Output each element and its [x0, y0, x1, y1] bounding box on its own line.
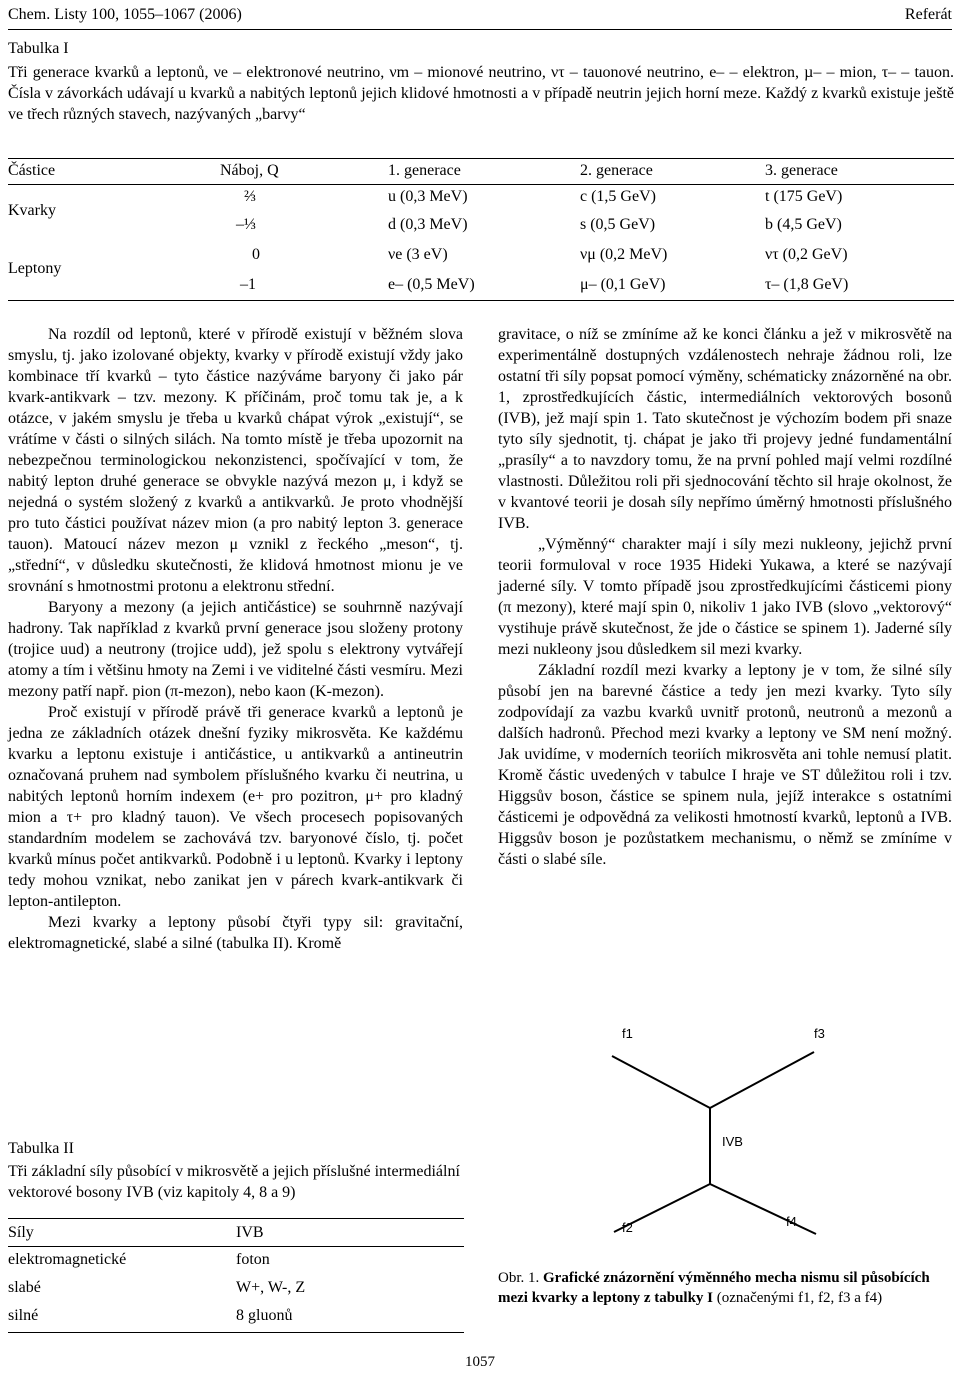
fermion-line-f1: [612, 1056, 710, 1108]
table1-top-rule: [8, 158, 954, 159]
table2-header-ivb: IVB: [236, 1224, 264, 1241]
table1-cell: νe (3 eV): [388, 246, 448, 263]
label-f1: f1: [622, 1026, 633, 1041]
table2-header-rule: [8, 1246, 464, 1247]
feynman-diagram-svg: [600, 1026, 840, 1236]
table1-charge: ⅔: [244, 188, 256, 205]
table2-header-forces: Síly: [8, 1224, 34, 1241]
table1-cell: d (0,3 MeV): [388, 216, 468, 233]
table1-caption: Tři generace kvarků a leptonů, νe – elektronové neutrino, νm – mionové neutrino, ντ – tauonové neutrino, e– – elektron, µ– – mion, τ– – tauon. Čísla v závorkách udávají u kvarků a nabitých leptonů jejich klidové hmotnosti a v případě neutrin jejich horní meze. Každý z kvarků existuje ještě ve třech různých stavech, nazývaných „barvy“: [8, 64, 954, 123]
table1-group-leptons: Leptony: [8, 260, 62, 277]
table1-cell: μ– (0,1 GeV): [580, 276, 666, 293]
table1-cell: c (1,5 GeV): [580, 188, 656, 205]
right-column-text: [498, 324, 952, 870]
running-header: [8, 0, 952, 30]
table2-cell: silné: [8, 1307, 39, 1324]
table1-header-charge: Náboj, Q: [220, 162, 279, 179]
figure-caption-title: Grafické znázornění výměnného mecha nismu sil působících mezi kvarky a leptony z tabulky I: [498, 1270, 930, 1306]
table1-cell: e– (0,5 MeV): [388, 276, 475, 293]
table2-top-rule: [8, 1218, 464, 1219]
table1-header-gen1: 1. generace: [388, 162, 461, 179]
table2-bottom-rule: [8, 1332, 464, 1333]
paragraph: Baryony a mezony (a jejich antičástice) se souhrnně nazývají hadrony. Tak například z kvarků první generace jsou složeny protony (trojice uud) a neutrony (trojice udd), jež spolu s elektrony vytvářejí atomy a tím i většinu hmoty na Zemi i ve viditelné části vesmíru. Mezi mezony patří např. pion (π-mezon), nebo kaon (K-mezon).: [8, 599, 463, 700]
table1-cell: u (0,3 MeV): [388, 188, 468, 205]
figure-caption-rest: (označenými f1, f2, f3 a f4): [716, 1290, 883, 1306]
table2-cell: 8 gluonů: [236, 1307, 293, 1324]
table1-header-gen2: 2. generace: [580, 162, 653, 179]
table1-cell: ντ (0,2 GeV): [765, 246, 848, 263]
section-label: Referát: [904, 5, 952, 23]
figure-caption: [498, 1268, 952, 1308]
label-f4: f4: [786, 1214, 797, 1229]
table1-cell: s (0,5 GeV): [580, 216, 656, 233]
table2-cell: foton: [236, 1251, 270, 1268]
table1-group-quarks: Kvarky: [8, 202, 56, 219]
paragraph: „Výměnný“ charakter mají i síly mezi nukleony, jejichž první teorii formuloval v roce 1935 Hideki Yukawa, a které se nazývají jaderné síly. V tomto případě jsou zprostředkujícími částicemi piony (π mezony), které mají spin 0, nikoliv 1 jako IVB (slovo „vektorový“ vystihuje právě skutečnost, že jde o částice se spinem 1). Jaderné síly mezi nukleony jsou důsledkem sil mezi kvarky.: [498, 536, 952, 658]
table1-cell: νμ (0,2 MeV): [580, 246, 668, 263]
label-f3: f3: [814, 1026, 825, 1041]
paragraph: Mezi kvarky a leptony působí čtyři typy sil: gravitační, elektromagnetické, slabé a silné (tabulka II). Kromě: [8, 914, 463, 952]
table1-header-particle: Částice: [8, 162, 56, 179]
table1-charge: –⅓: [236, 216, 256, 233]
paragraph: Na rozdíl od leptonů, které v přírodě existují v běžném slova smyslu, tj. jako izolované objekty, kvarky v přírodě existují vždy jako kombinace tří kvarků – tyto částice nazýváme baryony či jako pár kvark-antikvark – tzv. mezony. K příčinám, proč tomu tak je, a k otázce, v jakém smyslu je třeba u kvarků chápat výrok „existují“, se vrátíme v části o silných silách. Na tomto místě je třeba upozornit na nebezpečnou terminologickou nekonzistenci, spočívající v tom, že nabitý lepton druhé generace se obvykle nazývá mezon μ, i když se nejedná o systém složený z kvarků a antikvarků. Je proto vhodnější pro tuto částici používat název mion (a pro nabitý lepton 3. generace tauon). Matoucí název mezon μ vznikl z řeckého „meson“, tj. „střední“, v důsledku skutečnosti, že klidová hmotnost mionu je ve srovnání s hmotnostmi protonu a elektronu střední.: [8, 326, 463, 595]
table1-charge: –1: [240, 276, 256, 293]
figure-caption-prefix: Obr. 1.: [498, 1270, 540, 1286]
table2-cell: slabé: [8, 1279, 41, 1296]
table2-cell: elektromagnetické: [8, 1251, 127, 1268]
table1-header-rule: [8, 184, 954, 185]
table1-cell: b (4,5 GeV): [765, 216, 842, 233]
table1-cell: t (175 GeV): [765, 188, 843, 205]
paragraph: Proč existují v přírodě právě tři generace kvarků a leptonů je jedna ze základních otázek dnešní fyziky mikrosvěta. Ke každému kvarku a leptonu existuje i antičástice, u antikvarků a antineutrin označovaná pruhem nad symbolem příslušného kvarku či neutrina, u nabitých leptonů horním indexem (e+ pro pozitron, μ+ pro kladný mion a τ+ pro kladný tauon). Ve všech procesech popisovaných standardním modelem se zachovává tzv. baryonové číslo, tj. počet kvarků mínus počet antikvarků. Podobně i u leptonů. Kvarky i leptony tedy mohou vznikat, nebo zanikat jen v párech kvark-antikvark či lepton-antilepton.: [8, 704, 463, 910]
paragraph: gravitace, o níž se zmíníme až ke konci článku a jež v mikrosvětě na experimentálně dostupných vzdálenostech nehraje žádnou roli, lze ostatní tři síly popsat pomocí výměny, schématicky znázorněné na obr. 1, zprostředkujících částic, intermediálních vektorových bosonů (IVB), jež mají spin 1. Tato skutečnost je výchozím bodem při snaze tyto síly sjednotit, tj. chápat je jako tři projevy jedné fundamentální „prasíly“ a to navzdory tomu, že na první pohled mají velmi rozdílné vlastnosti. Důležitou roli při sjednocování těchto sil hraje okolnost, že v kvantové teorii je dosah síly nepřímo úměrný hmotnosti příslušného IVB.: [498, 326, 952, 532]
page-number: 1057: [465, 1354, 495, 1370]
fermion-line-f4: [710, 1184, 816, 1234]
label-ivb: IVB: [722, 1134, 743, 1149]
feynman-diagram: [600, 1026, 840, 1236]
table2-title: Tabulka II: [8, 1140, 74, 1157]
journal-citation: Chem. Listy 100, 1055–1067 (2006): [8, 5, 242, 23]
table1-cell: τ– (1,8 GeV): [765, 276, 849, 293]
table1-header-gen3: 3. generace: [765, 162, 838, 179]
table2-caption: Tři základní síly působící v mikrosvětě a jejich příslušné intermediální vektorové bosony IVB (viz kapitoly 4, 8 a 9): [8, 1163, 460, 1201]
table2-cell: W+, W-, Z: [236, 1279, 306, 1296]
label-f2: f2: [622, 1220, 633, 1235]
table1-bottom-rule: [8, 300, 954, 301]
paragraph: Základní rozdíl mezi kvarky a leptony je v tom, že silné síly působí jen na barevné částice a tedy jen mezi kvarky. Tyto síly zodpovídají za vazbu kvarků uvnitř protonů, neutronů a mezonů a dalších hadronů. Přechod mezi kvarky a leptony ve SM není možný. Jak uvidíme, v moderních teoriích mikrosvěta ani tohle nemusí platit. Kromě částic uvedených v tabulce I hraje ve ST důležitou roli i tzv. Higgsův boson, částice se spinem nula, jejíž interakce s ostatními částicemi je odpovědná za velikosti hmotností kvarků, leptonů a IVB. Higgsův boson je pozůstatkem mechanismu, o němž se zmíníme v části o slabé síle.: [498, 662, 952, 868]
left-column-text: [8, 324, 463, 954]
table1-charge: 0: [252, 246, 260, 263]
table1-title: Tabulka I: [8, 40, 69, 57]
fermion-line-f3: [710, 1052, 814, 1108]
